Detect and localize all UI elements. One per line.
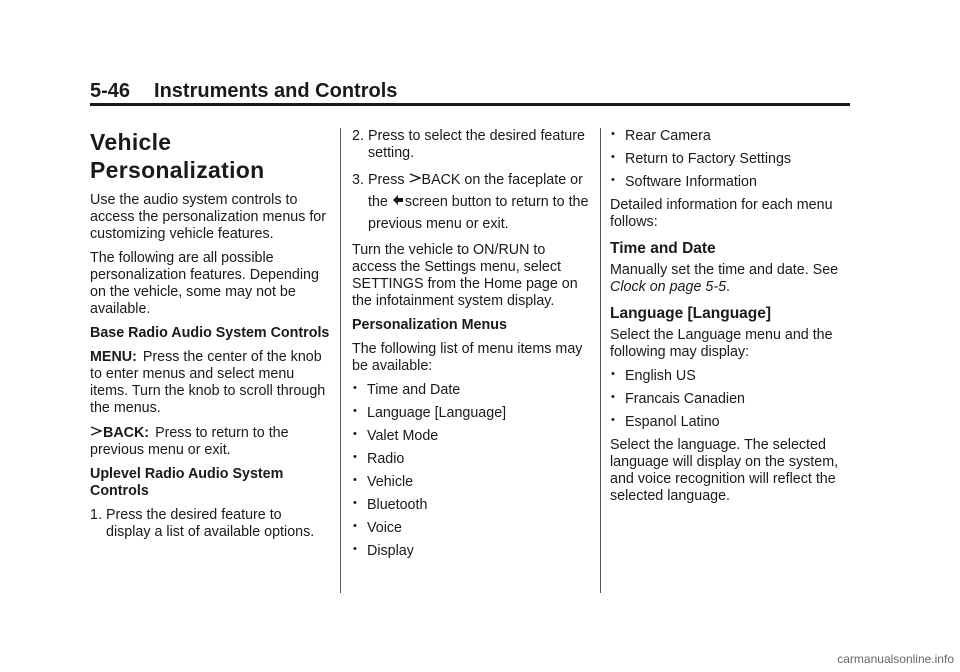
list-item: • Radio [352, 451, 592, 468]
list-item: • Time and Date [352, 382, 592, 399]
list-item: • Return to Factory Settings [610, 151, 860, 168]
menu-items-list [352, 382, 592, 560]
list-item: • Display [352, 543, 592, 560]
header-rule [90, 103, 850, 106]
menu-label: MENU: [90, 349, 137, 365]
base-radio-heading: Base Radio Audio System Controls [90, 325, 330, 341]
screen-back-icon [392, 191, 404, 213]
menu-paragraph: MENU: Press the center of the knob to enter menus and select menu items. Turn the knob to scroll through the menus. [90, 349, 326, 416]
turn-paragraph: Turn the vehicle to ON/RUN to access the Settings menu, select SETTINGS from the Home page on the infotainment system display. [352, 242, 578, 309]
column-1 [90, 128, 330, 548]
column-2 [352, 128, 592, 566]
watermark: carmanualsonline.info [837, 652, 954, 666]
column-3 [610, 128, 860, 512]
back-arrow-icon [409, 169, 421, 191]
list-item: • Francais Canadien [610, 391, 860, 408]
section-title: Instruments and Controls [154, 80, 398, 102]
page-number: 5-46 [90, 80, 131, 102]
list-item: • Voice [352, 520, 592, 537]
detailed-paragraph: Detailed information for each menu follows: [610, 197, 833, 230]
language-list [610, 368, 860, 431]
possible-paragraph: The following are all possible personalization features. Depending on the vehicle, some may not be available. [90, 250, 319, 317]
list-item: • Espanol Latino [610, 414, 860, 431]
time-date-heading: Time and Date [610, 240, 716, 257]
list-item: • Bluetooth [352, 497, 592, 514]
intro-paragraph: Use the audio system controls to access the personalization menus for customizing vehicle features. [90, 192, 327, 242]
list-item: • Software Information [610, 174, 860, 191]
time-date-paragraph: Manually set the time and date. See Clock on page 5-5. [610, 262, 839, 295]
clock-reference: Clock on page 5-5 [610, 279, 727, 295]
list-item: • Language [Language] [352, 405, 592, 422]
list-item: • English US [610, 368, 860, 385]
list-item: • Rear Camera [610, 128, 860, 145]
back-arrow-icon [90, 424, 102, 441]
list-intro: The following list of menu items may be available: [352, 341, 583, 374]
step-1: 1. Press the desired feature to display a list of available options. [90, 507, 315, 540]
menu-items-list-cont [610, 128, 860, 191]
column-divider-2 [600, 128, 601, 593]
page-title: Vehicle Personalization [90, 129, 265, 183]
uplevel-radio-heading: Uplevel Radio Audio System Controls [90, 466, 284, 499]
step-3: 3. Press BACK on the faceplate or the screen button to return to the previous menu or exit. [352, 169, 592, 235]
column-divider-1 [340, 128, 341, 593]
step-2: 2. Press to select the desired feature setting. [352, 128, 585, 161]
menus-heading: Personalization Menus [352, 317, 507, 333]
back-paragraph: BACK: Press to return to the previous menu or exit. [90, 425, 289, 458]
language-intro: Select the Language menu and the following may display: [610, 327, 833, 360]
list-item: • Valet Mode [352, 428, 592, 445]
back-label: BACK: [103, 425, 150, 441]
language-heading: Language [Language] [610, 305, 772, 322]
list-item: • Vehicle [352, 474, 592, 491]
language-paragraph: Select the language. The selected language will display on the system, and voice recognition will reflect the selected language. [610, 437, 839, 504]
